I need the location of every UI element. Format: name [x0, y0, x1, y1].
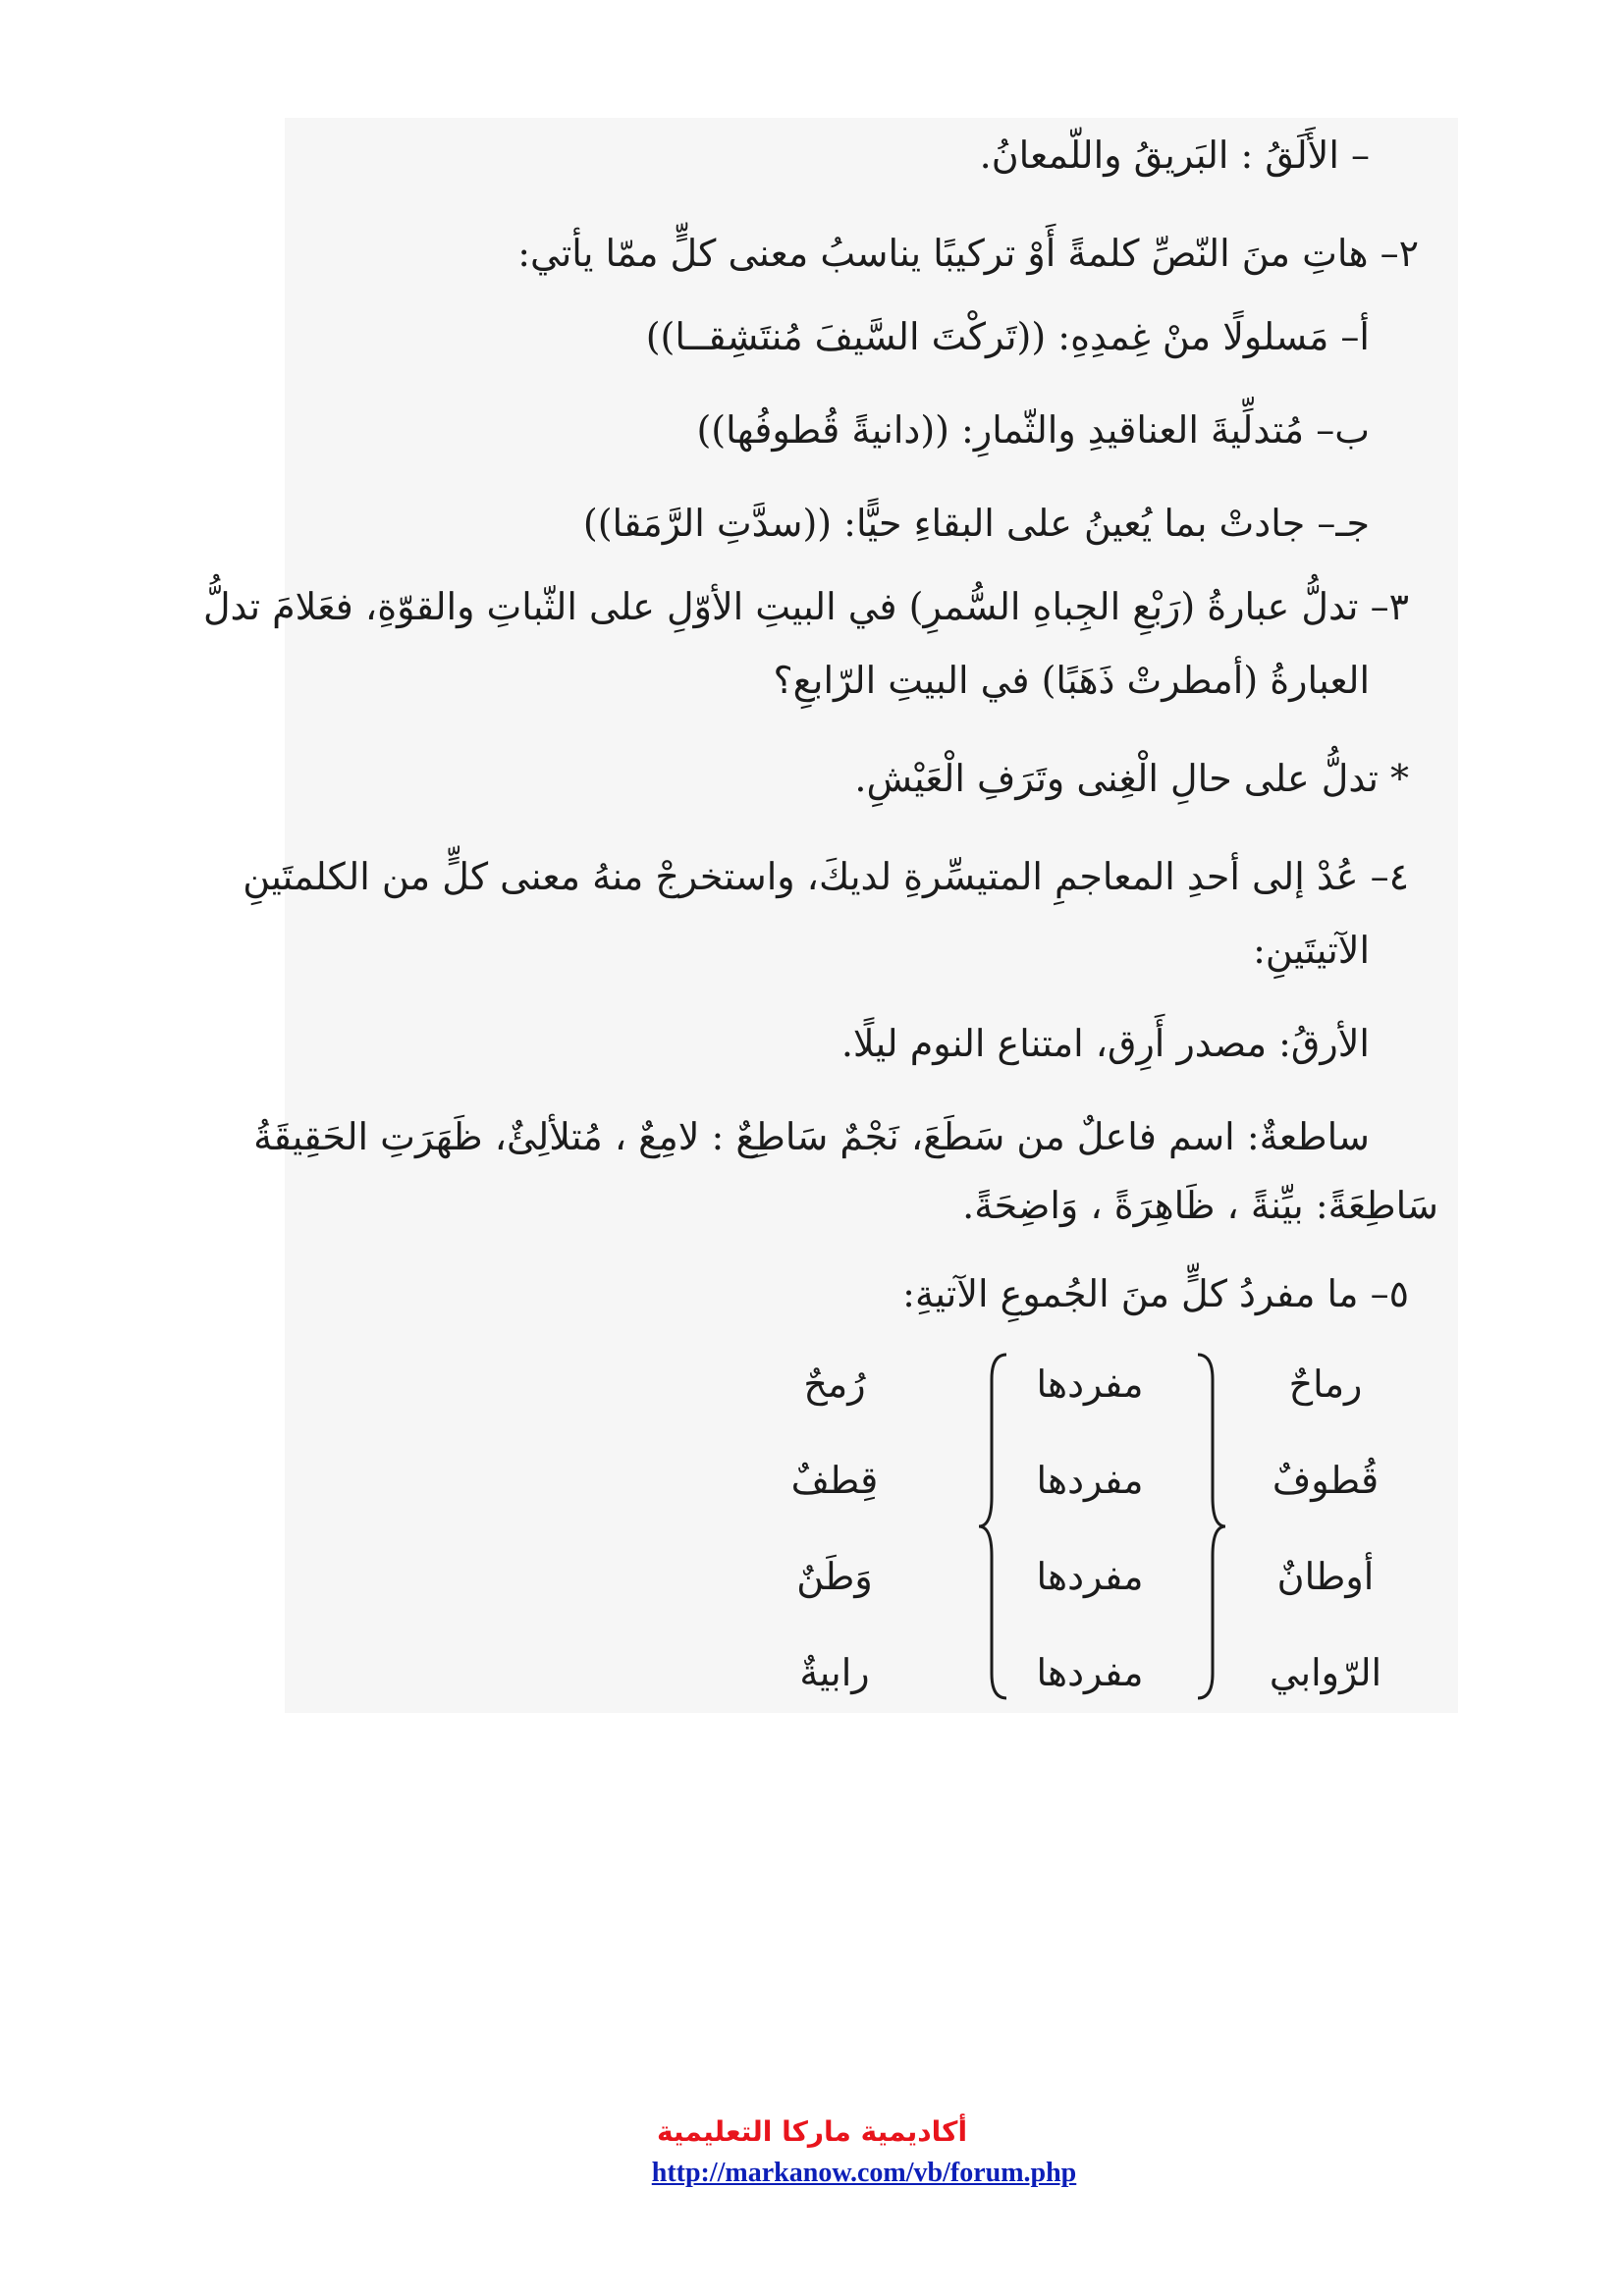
- question-4-line-2: الآتيتَينِ:: [1253, 929, 1370, 972]
- singular-word: قِطفٌ: [790, 1459, 879, 1502]
- singular-word: رابيةٌ: [799, 1651, 870, 1694]
- question-4-answer-2-line-2: سَاطِعَةً: بيِّنةً ، ظَاهِرَةً ، وَاضِحَةً.: [962, 1184, 1438, 1227]
- plural-row: [712, 1350, 1399, 1418]
- plural-word: أوطانٌ: [1276, 1555, 1375, 1598]
- plural-word: رماحٌ: [1288, 1362, 1363, 1406]
- question-2-item-a: أ– مَسلولًا منْ غِمدِهِ: ((تَركْتَ السَّيفَ مُنتَشِقــا)): [645, 315, 1370, 358]
- plural-row: [712, 1446, 1399, 1515]
- question-5: ٥– ما مفردُ كلٍّ منَ الجُموعِ الآتيةِ:: [902, 1272, 1409, 1315]
- question-2: ٢– هاتِ منَ النّصِّ كلمةً أَوْ تركيبًا يناسبُ معنى كلٍّ ممّا يأتي:: [517, 232, 1419, 275]
- question-3-line-2: العبارةُ (أمطرتْ ذَهَبًا) في البيتِ الرّابعِ؟: [773, 659, 1370, 702]
- singular-label: مفردها: [1036, 1459, 1144, 1502]
- scanned-page: [202, 118, 1458, 1713]
- question-4-answer-2-line-1: ساطعةٌ: اسم فاعلٌ من سَطَعَ، نَجْمٌ سَاطِعٌ : لامِعٌ ، مُتلألِئٌ، ظَهَرَتِ الحَقِيقَةُ: [253, 1115, 1370, 1158]
- singular-label: مفردها: [1036, 1362, 1144, 1406]
- plurals-table: [712, 1350, 1399, 1703]
- question-3-line-1: ٣– تدلُّ عبارةُ (رَبْعِ الجِباهِ السُّمرِ) في البيتِ الأوّلِ على الثّباتِ والقوّةِ، فعَلامَ تدلُّ: [202, 585, 1409, 628]
- singular-label: مفردها: [1036, 1651, 1144, 1694]
- footer-forum-link[interactable]: http://markanow.com/vb/forum.php: [651, 2158, 1077, 2188]
- question-4-answer-1: الأرقُ: مصدر أَرِق، امتناع النوم ليلًا.: [840, 1022, 1370, 1065]
- question-2-item-c: جـ– جادتْ بما يُعينُ على البقاءِ حيًّا: ((سدَّتِ الرَّمَقا)): [582, 502, 1370, 545]
- plural-row: [712, 1638, 1399, 1707]
- footer-academy-name: أكاديمية ماركا التعليمية: [656, 2115, 968, 2148]
- plural-row: [712, 1542, 1399, 1611]
- plural-word: قُطوفٌ: [1272, 1459, 1380, 1502]
- question-2-item-b: ب– مُتدلِّيةَ العناقيدِ والثّمارِ: ((دانيةً قُطوفُها)): [696, 408, 1370, 452]
- singular-label: مفردها: [1036, 1555, 1144, 1598]
- question-3-answer: * تدلُّ على حالِ الْغِنى وتَرَفِ الْعَيْشِ.: [854, 757, 1409, 800]
- definition-line: – الأَلَقُ : البَريقُ واللّمعانُ.: [979, 133, 1370, 177]
- singular-word: وَطَنٌ: [796, 1555, 873, 1598]
- plural-word: الرّوابي: [1269, 1651, 1382, 1694]
- singular-word: رُمحٌ: [803, 1362, 866, 1406]
- question-4-line-1: ٤– عُدْ إلى أحدِ المعاجمِ المتيسِّرةِ لديكَ، واستخرجْ منهُ معنى كلٍّ من الكلمتَينِ: [243, 855, 1409, 898]
